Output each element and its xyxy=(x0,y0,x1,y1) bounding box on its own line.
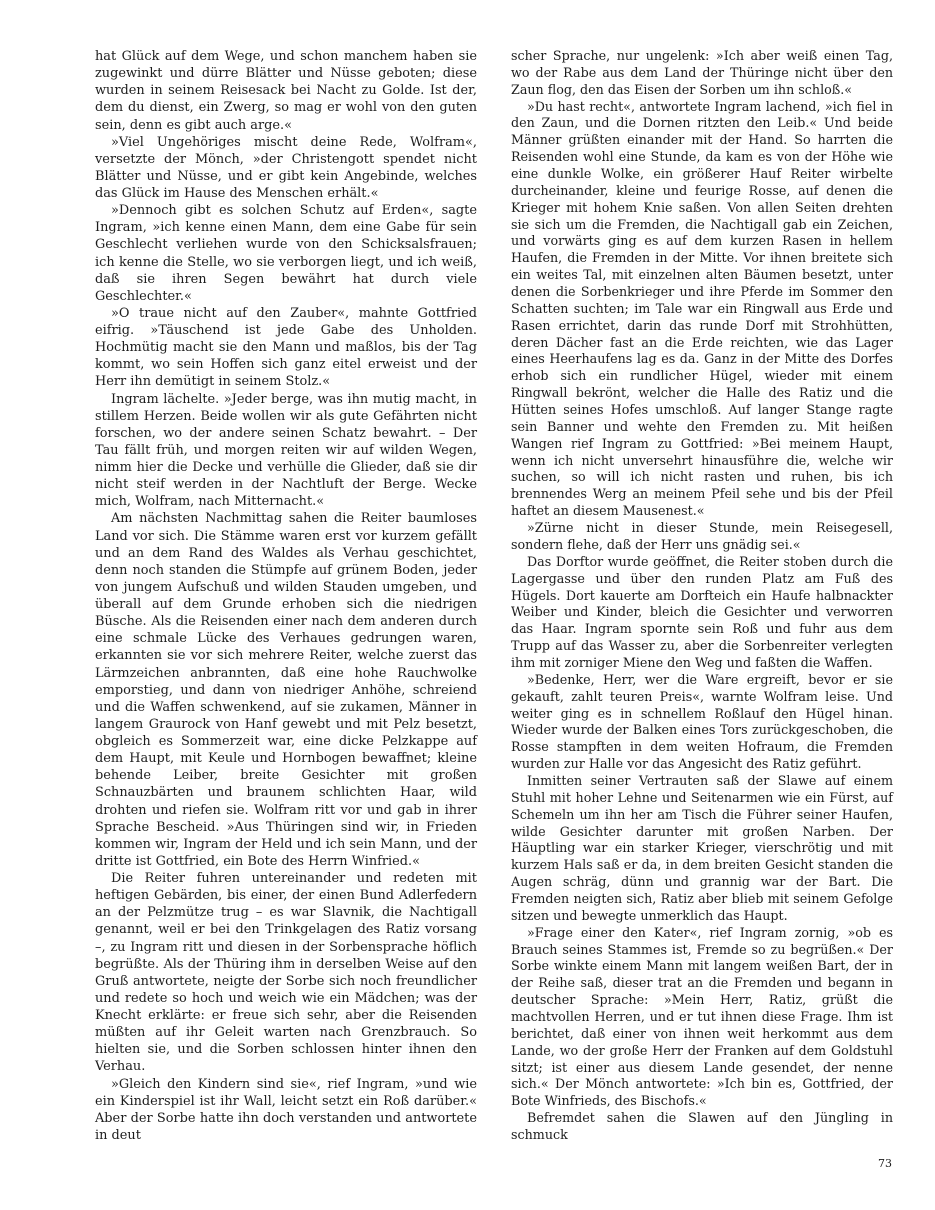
paragraph: hat Glück auf dem Wege, und schon manchem haben sie zugewinkt und dürre Blätter und Nüsse geboten; diese wurden in seinem Reisesack bei Nacht zu Golde. Ist der, dem du dienst, ein Zwerg, so mag er wohl von den guten sein, denn es gibt auch arge.« xyxy=(95,49,477,133)
paragraph: Am nächsten Nachmittag sahen die Reiter baumloses Land vor sich. Die Stämme waren erst vor kurzem gefällt und an dem Rand des Waldes als Verhau geschichtet, denn noch standen die Stümpfe auf grünem Boden, jeder von jungem Aufschuß und wilden Stauden umgeben, und überall auf dem Grunde erhoben sich die niedrigen Büsche. Als die Reisenden einer nach dem anderen durch eine schmale Lücke des Verhaues gedrungen waren, erkannten sie vor sich mehrere Reiter, welche zuerst das Lärmzeichen anbrannten, daß eine hohe Rauchwolke emporstieg, und dann von niedriger Anhöhe, schreiend und die Waffen schwenkend, auf sie zukamen, Männer in langem Graurock von Hanf gewebt und mit Pelz besetzt, obgleich es Sommerzeit war, eine dicke Pelzkappe auf dem Haupt, mit Keule und Hornbogen bewaffnet; kleine behende Leiber, breite Gesichter mit großen Schnauzbärten und braunem schlichten Haar, wild drohten und riefen sie. Wolfram ritt vor und gab in ihrer Sprache Bescheid. »Aus Thüringen sind wir, in Frieden kommen wir, Ingram der Held und ich sein Mann, und der dritte ist Gottfried, ein Bote des Herrn Winfried.« xyxy=(95,511,477,869)
page-number: 73 xyxy=(878,1157,892,1170)
paragraph: »Gleich den Kindern sind sie«, rief Ingram, »und wie ein Kinderspiel ist ihr Wall, leicht setzt ein Roß darüber.« Aber der Sorbe hatte ihn doch verstanden und antwortete in deut xyxy=(95,1076,477,1143)
paragraph: scher Sprache, nur ungelenk: »Ich aber weiß einen Tag, wo der Rabe aus dem Land der Thüringe nicht über den Zaun flog, den das Eisen der Sorben um ihn schloß.« xyxy=(511,48,893,97)
left-text-column xyxy=(95,48,477,1144)
paragraph: »O traue nicht auf den Zauber«, mahnte Gottfried eifrig. »Täuschend ist jede Gabe des Unholden. Hochmütig macht sie den Mann und maßlos, bis der Tag kommt, wo sein Hoffen sich ganz eitel erweist und der Herr ihn demütigt in seinem Stolz.« xyxy=(95,305,477,390)
paragraph: »Viel Ungehöriges mischt deine Rede, Wolfram«, versetzte der Mönch, »der Christengott spendet nicht Blätter und Nüsse, und er gibt kein Angebinde, welches das Glück im Hause des Menschen erhält.« xyxy=(95,134,477,201)
paragraph: »Dennoch gibt es solchen Schutz auf Erden«, sagte Ingram, »ich kenne einen Mann, dem eine Gabe für sein Geschlecht verliehen wurde von den Schicksalsfrauen; ich kenne die Stelle, wo sie verborgen liegt, und ich weiß, daß sie ihren Segen bewährt hat durch viele Geschlechter.« xyxy=(95,203,477,304)
right-text-column xyxy=(511,48,893,1144)
paragraph: Ingram lächelte. »Jeder berge, was ihn mutig macht, in stillem Herzen. Beide wollen wir als gute Gefährten nicht forschen, wo der andere seinen Schatz bewahrt. – Der Tau fällt früh, und morgen reiten wir auf wilden Wegen, nimm hier die Decke und verhülle die Glieder, daß sie dir nicht steif werden in der Nachtluft der Berge. Wecke mich, Wolfram, nach Mitternacht.« xyxy=(95,391,477,510)
paragraph: »Bedenke, Herr, wer die Ware ergreift, bevor er sie gekauft, zahlt teuren Preis«, warnte Wolfram leise. Und weiter ging es in schnellem Roßlauf den Hügel hinan. Wieder wurde der Balken eines Tors zurückgeschoben, die Rosse stampften in dem weiten Hofraum, die Fremden wurden zur Halle vor das Angesicht des Ratiz geführt. xyxy=(511,671,893,772)
paragraph: Die Reiter fuhren untereinander und redeten mit heftigen Gebärden, bis einer, der einen Bund Adlerfedern an der Pelzmütze trug – es war Slavnik, die Nachtigall genannt, weil er bei den Trinkgelagen des Ratiz vorsang –, zu Ingram ritt und diesen in der Sorbensprache höflich begrüßte. Als der Thüring ihm in derselben Weise auf den Gruß antwortete, neigte der Sorbe sich noch freundlicher und redete so hoch und weich wie ein Mädchen; was der Knecht erklärte: er freue sich sehr, aber die Reisenden müßten auf ihr Geleit warten nach Grenzbrauch. So hielten sie, und die Sorben schlossen hinter ihnen den Verhau. xyxy=(95,871,477,1075)
paragraph: Inmitten seiner Vertrauten saß der Slawe auf einem Stuhl mit hoher Lehne und Seitenarmen wie ein Fürst, auf Schemeln um ihn her am Tisch die Führer seiner Haufen, wilde Gesichter darunter mit großen Narben. Der Häuptling war ein starker Krieger, vierschrötig und mit kurzem Hals saß er da, in dem breiten Gesicht standen die Augen schräg, dünn und grannig war der Bart. Die Fremden neigten sich, Ratiz aber blieb mit seinem Gefolge sitzen und bewegte unmerklich das Haupt. xyxy=(511,772,893,923)
paragraph: Das Dorftor wurde geöffnet, die Reiter stoben durch die Lagergasse und über den runden Platz am Fuß des Hügels. Dort kauerte am Dorfteich ein Haufe halbnackter Weiber und Kinder, bleich die Gesichter und verworren das Haar. Ingram spornte sein Roß und fuhr aus dem Trupp auf das Wasser zu, aber die Sorbenreiter verlegten ihm mit zorniger Miene den Weg und faßten die Waffen. xyxy=(511,553,893,670)
paragraph: »Zürne nicht in dieser Stunde, mein Reisegesell, sondern flehe, daß der Herr uns gnädig sei.« xyxy=(511,520,893,552)
paragraph: »Du hast recht«, antwortete Ingram lachend, »ich fiel in den Zaun, und die Dornen ritzten den Leib.« Und beide Männer grüßten einander mit der Hand. So harrten die Reisenden wohl eine Stunde, da kam es von der Höhe wie eine dunkle Wolke, ein größerer Hauf Reiter wirbelte durcheinander, kleine und feurige Rosse, auf denen die Krieger mit hohem Knie saßen. Von allen Seiten drehten sie sich um die Fremden, die Nachtigall gab ein Zeichen, und vorwärts ging es auf dem kurzen Rasen in hellem Haufen, die Fremden in der Mitte. Vor ihnen breitete sich ein weites Tal, mit einzelnen alten Bäumen besetzt, unter denen die Sorbenkrieger und ihre Pferde im Sommer den Schatten suchten; im Tale war ein Ringwall aus Erde und Rasen errichtet, darin das runde Dorf mit Strohhütten, deren Dächer fast an die Erde reichten, wie das Lager eines Heerhaufens lag es da. Ganz in der Mitte des Dorfes erhob sich ein rundlicher Hügel, wieder mit einem Ringwall bekrönt, welcher die Halle des Ratiz und die Hütten seines Hofes umschloß. Auf langer Stange ragte sein Banner und wehte den Fremden zu. Mit heißen Wangen rief Ingram zu Gottfried: »Bei meinem Haupt, wenn ich nicht unversehrt hinausführe die, welche wir suchen, so will ich nicht rasten und ruhen, bis ich brennendes Werg an meinem Pfeil sehe und bis der Pfeil haftet an diesem Mausenest.« xyxy=(511,98,893,519)
paragraph: »Frage einer den Kater«, rief Ingram zornig, »ob es Brauch seines Stammes ist, Fremde so zu begrüßen.« Der Sorbe winkte einem Mann mit langem weißen Bart, der in der Reihe saß, dieser trat an die Fremden und begann in deutscher Sprache: »Mein Herr, Ratiz, grüßt die machtvollen Herren, und er tut ihnen diese Frage. Ihm ist berichtet, daß einer von ihnen weit herkommt aus dem Lande, wo der große Herr der Franken auf dem Goldstuhl sitzt; ist einer aus diesem Lande gesendet, der nenne sich.« Der Mönch antwortete: »Ich bin es, Gottfried, der Bote Winfrieds, des Bischofs.« xyxy=(511,924,893,1109)
paragraph: Befremdet sahen die Slawen auf den Jüngling in schmuck xyxy=(511,1110,893,1142)
